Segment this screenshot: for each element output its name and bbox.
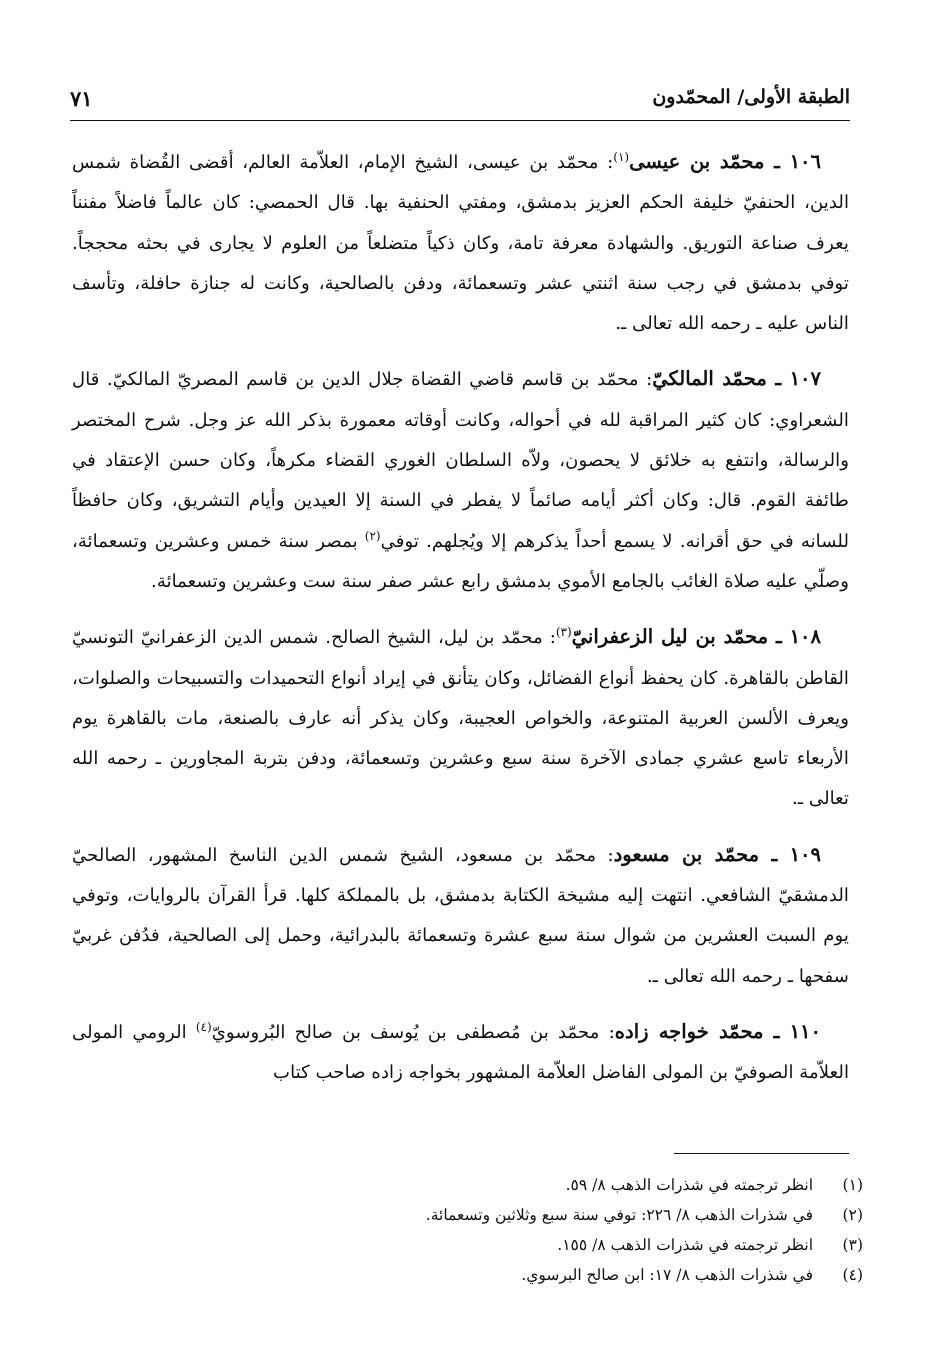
footnote-number: (٤) <box>842 1266 863 1284</box>
entry-dash: ـ <box>763 1019 790 1043</box>
footnote-ref: (٣) <box>555 625 572 640</box>
footnote-ref: (١) <box>613 149 630 164</box>
entry-name: محمّد خواجه زاده <box>614 1019 764 1043</box>
entry-107 <box>72 359 849 602</box>
footnote-divider <box>674 1153 849 1154</box>
entry-name: محمّد بن عيسى <box>629 150 765 173</box>
footnote-text: انظر ترجمته في شذرات الذهب ٨/ ٥٩. <box>565 1176 813 1194</box>
footnote-text: في شذرات الذهب ٨/ ٢٢٦: توفي سنة سبع وثلاثين وتسعمائة. <box>425 1206 813 1224</box>
entry-108 <box>72 617 849 819</box>
entry-body-continued: بمصر سنة خمس وعشرين وتسعمائة، وصلّي عليه صلاة الغائب بالجامع الأموي بدمشق رابع عشر صفر سنة ست وعشرين وتسعمائة. <box>72 530 849 592</box>
footnote-text: في شذرات الذهب ٨/ ١٧: ابن صالح البرسوي. <box>521 1266 813 1284</box>
footnotes <box>86 1170 863 1290</box>
entry-dash: ـ <box>759 842 790 866</box>
footnote-3 <box>86 1230 863 1260</box>
main-text <box>72 142 849 1109</box>
entry-dash: ـ <box>764 150 790 173</box>
entry-body-continued: الرومي المولى العلاّمة الصوفيّ بن المولى الفاضل العلاّمة المشهور بخواجه زاده صاحب كتاب <box>72 1021 849 1084</box>
footnote-4 <box>86 1260 863 1290</box>
entry-name: محمّد المالكيّ <box>652 367 767 391</box>
page-header <box>70 84 850 121</box>
entry-110 <box>72 1012 849 1094</box>
page-number: ٧١ <box>70 86 93 111</box>
entry-body: : محمّد بن ليل، الشيخ الصالح. شمس الدين الزعفرانيّ التونسيّ القاطن بالقاهرة. كان يحفظ أنواع الفضائل، وكان يتأنق في إيراد أنواع التحميدات والتسبيحات والصلوات، ويعرف الألسن العربية المتنوعة، والخواص العجيبة، وكان يذكر أنه عارف بالصنعة، مات بالقاهرة يوم الأربعاء تاسع عشري جمادى الآخرة سنة سبع وعشرين وتسعمائة، ودفن بتربة المجاورين ـ رحمه الله تعالى ـ. <box>72 627 849 810</box>
entry-number: ١٠٧ <box>789 367 821 391</box>
footnote-2 <box>86 1200 863 1230</box>
entry-name: محمّد بن مسعود <box>613 842 760 866</box>
entry-body: : محمّد بن عيسى، الشيخ الإمام، العلاّمة العالم، أقضى القُضاة شمس الدين، الحنفيّ خليفة الحكم العزيز بدمشق، ومفتي الحنفية بها. قال الحمصي: كان عالماً فاضلاً مفنناً يعرف صناعة التوريق. والشهادة معرفة تامة، وكان ذكياً متضلعاً من العلوم لا يجارى في بحثه محججاً. توفي بدمشق في رجب سنة اثنتي عشر وتسعمائة، ودفن بالصالحية، وكانت له جنازة حافلة، وتأسف الناس عليه ـ رحمه الله تعالى ـ. <box>72 152 849 335</box>
entry-body: : محمّد بن مُصطفى بن يُوسف بن صالح البُروسويّ <box>211 1021 615 1043</box>
entry-dash: ـ <box>768 625 790 649</box>
footnote-ref: (٤) <box>195 1019 212 1034</box>
footnote-text: انظر ترجمته في شذرات الذهب ٨/ ١٥٥. <box>557 1236 813 1254</box>
entry-dash: ـ <box>766 367 790 391</box>
footnote-1 <box>86 1170 863 1200</box>
entry-body: : محمّد بن مسعود، الشيخ شمس الدين الناسخ المشهور، الصالحيّ الدمشقيّ الشافعي. انتهت إليه مشيخة الكتابة بدمشق، بل بالمملكة كلها. قرأ القرآن بالروايات، وتوفي يوم السبت العشرين من شوال سنة سبع عشرة وتسعمائة بالبدرائية، وحمل إلى الصالحية، فدُفن غربيّ سفحها ـ رحمه الله تعالى ـ. <box>72 844 849 987</box>
footnote-number: (٢) <box>842 1206 863 1224</box>
footnote-number: (٣) <box>842 1236 863 1254</box>
running-title: الطبقة الأولى/ المحمّدون <box>652 86 850 108</box>
footnote-ref: (٢) <box>364 528 381 543</box>
entry-106 <box>72 142 849 344</box>
entry-number: ١٠٦ <box>789 150 821 173</box>
entry-number: ١١٠ <box>789 1019 821 1043</box>
entry-number: ١٠٨ <box>789 625 821 649</box>
entry-109 <box>72 835 849 997</box>
entry-number: ١٠٩ <box>789 842 821 866</box>
entry-name: محمّد بن ليل الزعفرانيّ <box>571 625 769 649</box>
footnote-number: (١) <box>842 1176 863 1194</box>
entry-body: : محمّد بن قاسم قاضي القضاة جلال الدين بن قاسم المصريّ المالكيّ. قال الشعراوي: كان كثير المراقبة لله في أحواله، وكانت أوقاته معمورة بذكر الله عز وجل. شرح المختصر والرسالة، وانتفع به خلائق لا يحصون، ولاّه السلطان الغوري القضاء مكرهاً، وكان حسن الإعتقاد في طائفة القوم. قال: وكان أكثر أيامه صائماً لا يفطر في السنة إلا العيدين وأيام التشريق، وكان حافظاً للسانه في حق أقرانه. لا يسمع أحداً يذكرهم إلا ويُجلهم. توفي <box>72 369 849 552</box>
